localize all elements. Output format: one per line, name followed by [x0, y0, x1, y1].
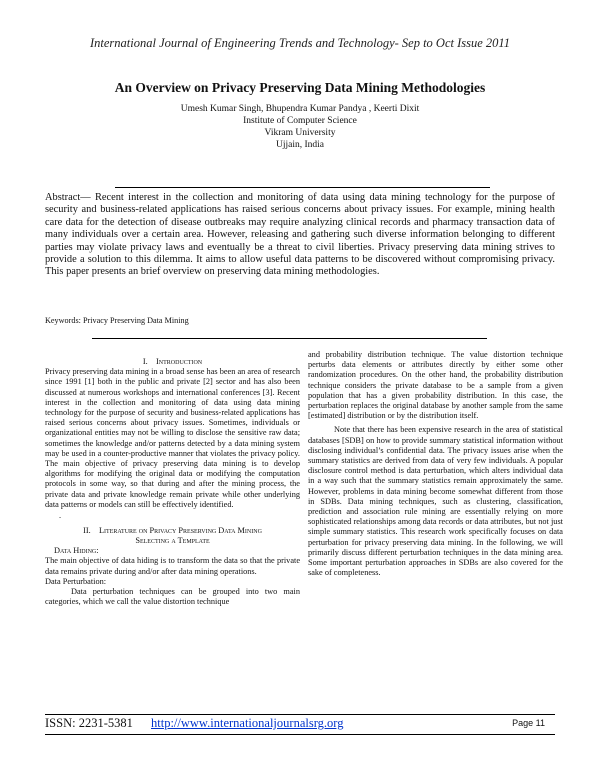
section-1-number: I. — [142, 357, 148, 366]
data-perturbation-paragraph: Data perturbation techniques can be grouped into two main categories, which we call the value distortion technique — [45, 587, 300, 607]
author-institute: Institute of Computer Science — [243, 116, 357, 126]
section-2-title-b: Selecting a Template — [135, 536, 210, 546]
page-number: Page 11 — [512, 718, 545, 728]
issn-label: ISSN: 2231-5381 — [45, 716, 133, 730]
paper-title: An Overview on Privacy Preserving Data Mining Methodologies — [114, 80, 486, 95]
page-footer — [45, 716, 555, 736]
abstract: Abstract— Recent interest in the collection and monitoring of data using data mining technology for the purpose of security and business-related applications has raised serious concerns about privacy issues. For example, mining health care data for the detection of disease outbreaks may require analyzing clinical records and pharmacy transaction data of many individuals over a certain area. However, releasing and gathering such diverse information belonging to different parties may violate privacy laws and eventually be a threat to civil liberties. Privacy preserving data mining strives to provide a solution to this dilemma. It aims to allow useful data patterns to be discovered without compromising privacy. This paper presents an brief overview on preserving data mining methodologies. — [45, 192, 555, 278]
section-2-title-a: Literature on Privacy Preserving Data Mining — [98, 526, 262, 536]
right-paragraph-2: Note that there has been expensive research in the area of statistical databases [SDB] on how to provide summary statistical information without disclosing individual’s confidential data. The privacy issues arise when the summary statistics are derived from data of very few individuals. A popular disclosure control method is data perturbation, which alters individual data in a way such that the summary statistics remain approximately the same. However, problems in data mining become somewhat different from those in SDBs. Data mining techniques, such as clustering, classification, prediction and association rule mining are essentially relying on more sophisticated relationships among data records or data attributes, but not just simple summary statistics. This research work specifically focuses on data perturbation for privacy preserving data mining. In the following, we will primarily discuss different perturbation techniques in the data mining area. Some important perturbation approaches in SDBs are also covered for the sake of completeness. — [308, 425, 563, 578]
author-university: Vikram University — [264, 128, 336, 138]
author-block — [0, 103, 600, 151]
keywords: Keywords: Privacy Preserving Data Mining — [45, 316, 189, 325]
section-1-title: Introduction — [156, 357, 203, 366]
right-column — [308, 350, 563, 578]
footer-top-rule — [45, 714, 555, 715]
section-2-number: II. — [83, 526, 91, 536]
right-paragraph-1: and probability distribution technique. The value distortion technique perturbs data elements or attributes directly by either some other randomization procedures. On the other hand, the probability distribution technique considers the private database to be a sample from a given population that has a given probability distribution. In this case, the perturbation replaces the original database by another sample from the same [estimated] distribution or by the distribution itself. — [308, 350, 563, 421]
stray-dot: . — [59, 511, 62, 521]
keywords-bottom-rule — [92, 338, 487, 339]
section-1-heading — [45, 357, 300, 367]
author-names: Umesh Kumar Singh, Bhupendra Kumar Pandya , Keerti Dixit — [180, 104, 420, 114]
subsection-data-perturbation: Data Perturbation: — [45, 576, 107, 586]
journal-url-link[interactable]: http://www.internationaljournalsrg.org — [151, 716, 344, 730]
footer-bottom-rule — [45, 734, 555, 735]
subsection-data-hiding: Data Hiding: — [54, 546, 99, 556]
section-2-heading — [45, 526, 300, 546]
data-hiding-paragraph: The main objective of data hiding is to transform the data so that the private data remains private during and/or after data mining operations. — [45, 556, 300, 576]
journal-header: International Journal of Engineering Trends and Technology- Sep to Oct Issue 2011 — [90, 36, 510, 50]
left-column — [45, 357, 300, 607]
abstract-top-rule — [115, 187, 490, 188]
author-city: Ujjain, India — [275, 140, 324, 150]
intro-paragraph: Privacy preserving data mining in a broad sense has been an area of research since 1991 [1] both in the public and private [2] sector and has also been discussed at numerous workshops and international conferences [3]. Recent interest in the collection and monitoring of data using data mining technology for the purpose of security and business-related applications has raised serious concerns about privacy issues. Sometimes, individuals or organizational entities may not be willing to disclose the sensitive raw data; sometimes the knowledge and/or patterns detected by a data mining system may be used in a counter-productive manner that violates the privacy policy. The main objective of privacy preserving data mining is to develop algorithms for modifying the original data or modifying the computation protocols in some way, so that during and after the mining process, the private data and private knowledge remain private while other underlying data patterns or models can still be effectively identified. — [45, 367, 300, 509]
